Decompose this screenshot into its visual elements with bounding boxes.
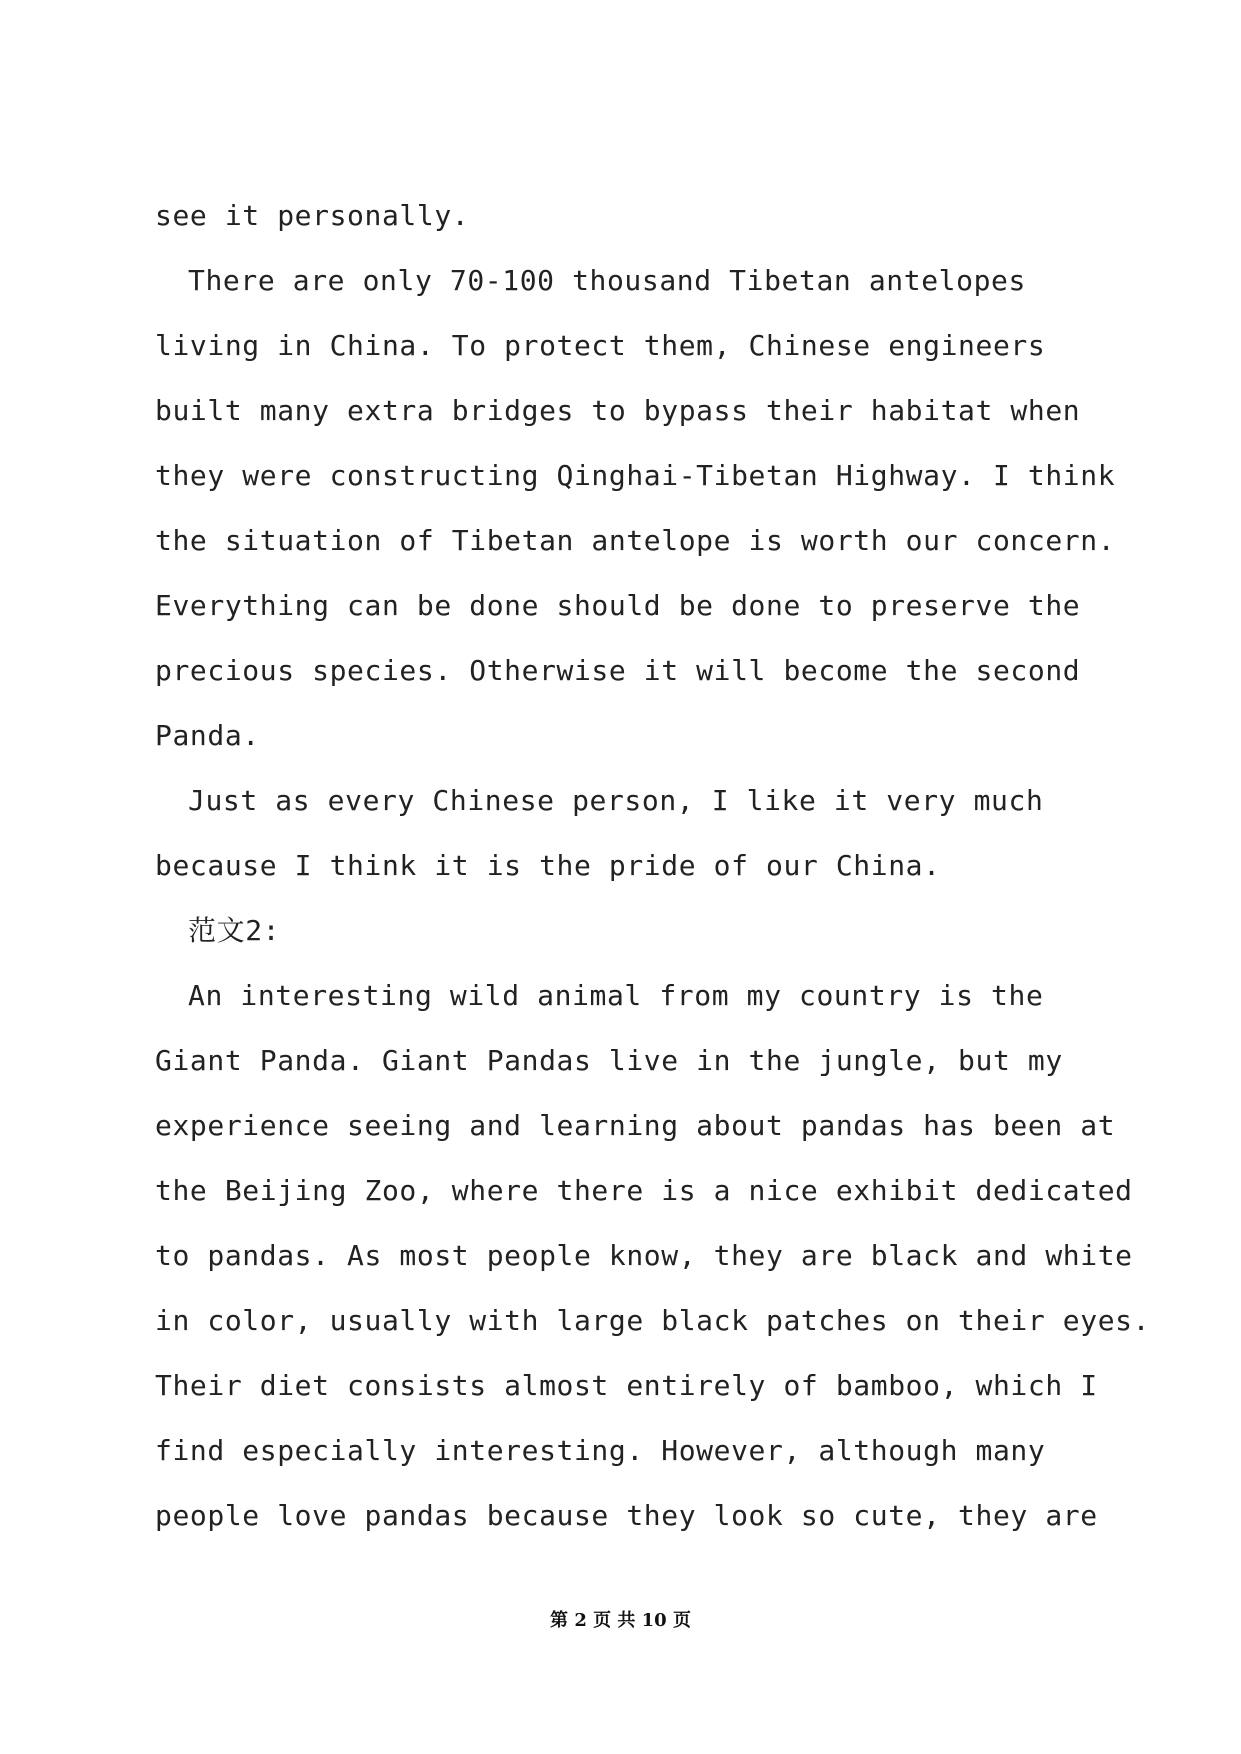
page-number-label: 第 2 页 共 10 页 bbox=[550, 1610, 691, 1631]
paragraph-start-line: An interesting wild animal from my country is the bbox=[188, 979, 1044, 1012]
text-line: the situation of Tibetan antelope is worth our concern. bbox=[155, 524, 1116, 557]
body-text bbox=[155, 183, 1151, 1548]
text-line: find especially interesting. However, although many bbox=[155, 1434, 1046, 1467]
text-line: precious species. Otherwise it will become the second bbox=[155, 654, 1081, 687]
text-line: because I think it is the pride of our China. bbox=[155, 849, 941, 882]
text-line: Panda. bbox=[155, 719, 260, 752]
text-line: to pandas. As most people know, they are black and white bbox=[155, 1239, 1133, 1272]
text-line: built many extra bridges to bypass their habitat when bbox=[155, 394, 1081, 427]
page-footer bbox=[0, 1606, 1241, 1632]
text-line: Giant Panda. Giant Pandas live in the jungle, but my bbox=[155, 1044, 1063, 1077]
text-line: see it personally. bbox=[155, 199, 470, 232]
section-heading: 范文2: bbox=[188, 914, 281, 947]
text-line: experience seeing and learning about pandas has been at bbox=[155, 1109, 1116, 1142]
text-line: Their diet consists almost entirely of bamboo, which I bbox=[155, 1369, 1098, 1402]
text-line: living in China. To protect them, Chinese engineers bbox=[155, 329, 1046, 362]
paragraph-start-line: There are only 70-100 thousand Tibetan antelopes bbox=[188, 264, 1026, 297]
text-line: people love pandas because they look so cute, they are bbox=[155, 1499, 1098, 1532]
paragraph-start-line: Just as every Chinese person, I like it very much bbox=[188, 784, 1044, 817]
text-line: the Beijing Zoo, where there is a nice exhibit dedicated bbox=[155, 1174, 1133, 1207]
text-line: Everything can be done should be done to preserve the bbox=[155, 589, 1081, 622]
text-line: they were constructing Qinghai-Tibetan Highway. I think bbox=[155, 459, 1116, 492]
text-line: in color, usually with large black patches on their eyes. bbox=[155, 1304, 1151, 1337]
